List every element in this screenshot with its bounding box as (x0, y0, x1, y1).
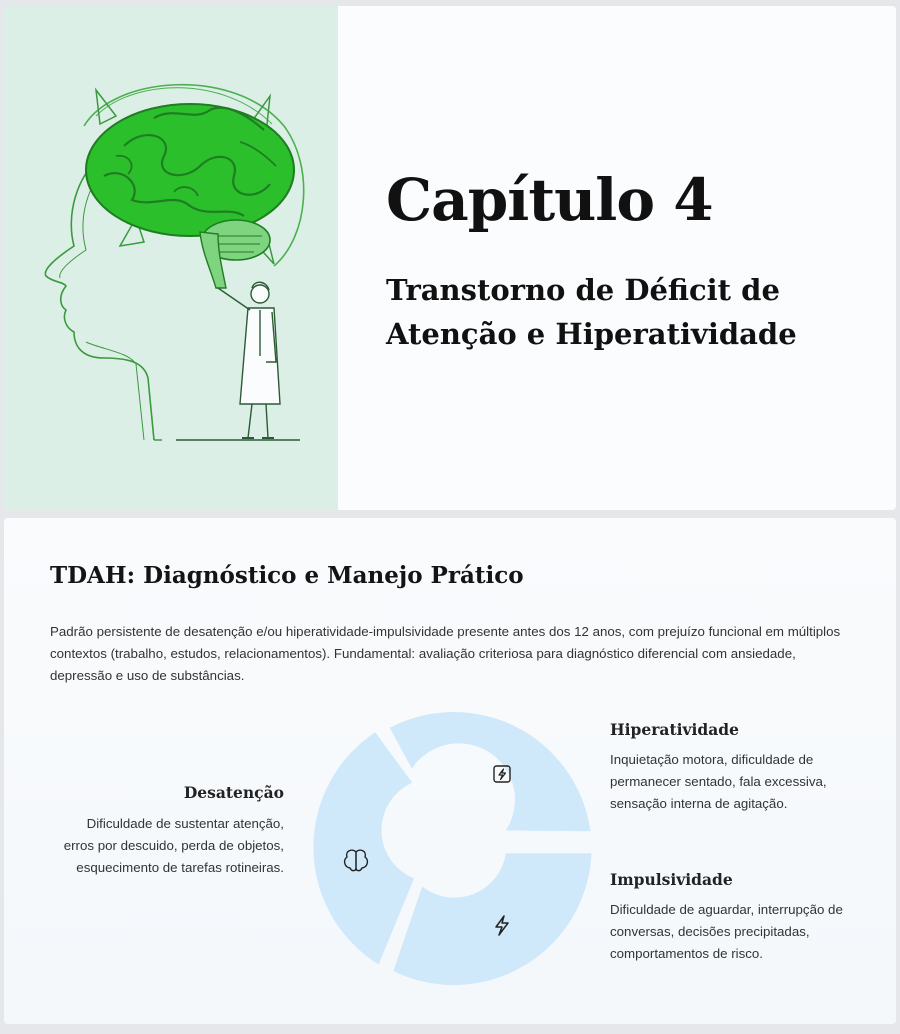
segment-desatencao (313, 732, 414, 964)
hiperatividade-text: Inquietação motora, dificuldade de permanecer sentado, fala excessiva, sensação interna de agitação. (610, 752, 827, 811)
chapter-title: Capítulo 4 (386, 166, 713, 234)
brain-icon (86, 104, 294, 288)
doctor-figure (218, 282, 280, 438)
desatencao-text: Dificuldade de sustentar atenção, erros por descuido, perda de objetos, esquecimento de tarefas rotineiras. (63, 816, 284, 875)
segment-hiperatividade (390, 712, 591, 831)
cycle-donut-diagram (304, 698, 604, 998)
segment-impulsividade (393, 853, 591, 985)
tdah-slide (4, 518, 896, 1024)
slide-title: TDAH: Diagnóstico e Manejo Prático (50, 562, 524, 589)
impulsividade-text: Dificuldade de aguardar, interrupção de conversas, decisões precipitadas, comportamentos de risco. (610, 902, 843, 961)
chapter-slide (4, 6, 896, 510)
desatencao-title: Desatenção (183, 783, 284, 802)
intro-paragraph: Padrão persistente de desatenção e/ou hiperatividade-impulsividade presente antes dos 12 anos, com prejuízo funcional em múltiplos contextos (trabalho, estudos, relacionamentos). Fundamental: avaliação criteriosa para diagnóstico diferencial com ansiedade, depressão e uso de substâncias. (50, 624, 841, 683)
hiperatividade-title: Hiperatividade (610, 720, 739, 739)
illustration-panel (4, 6, 338, 510)
impulsividade-title: Impulsividade (610, 870, 733, 889)
chapter-subtitle: Transtorno de Déficit de Atenção e Hiperatividade (386, 273, 797, 351)
brain-head-doctor-icon (4, 6, 338, 510)
